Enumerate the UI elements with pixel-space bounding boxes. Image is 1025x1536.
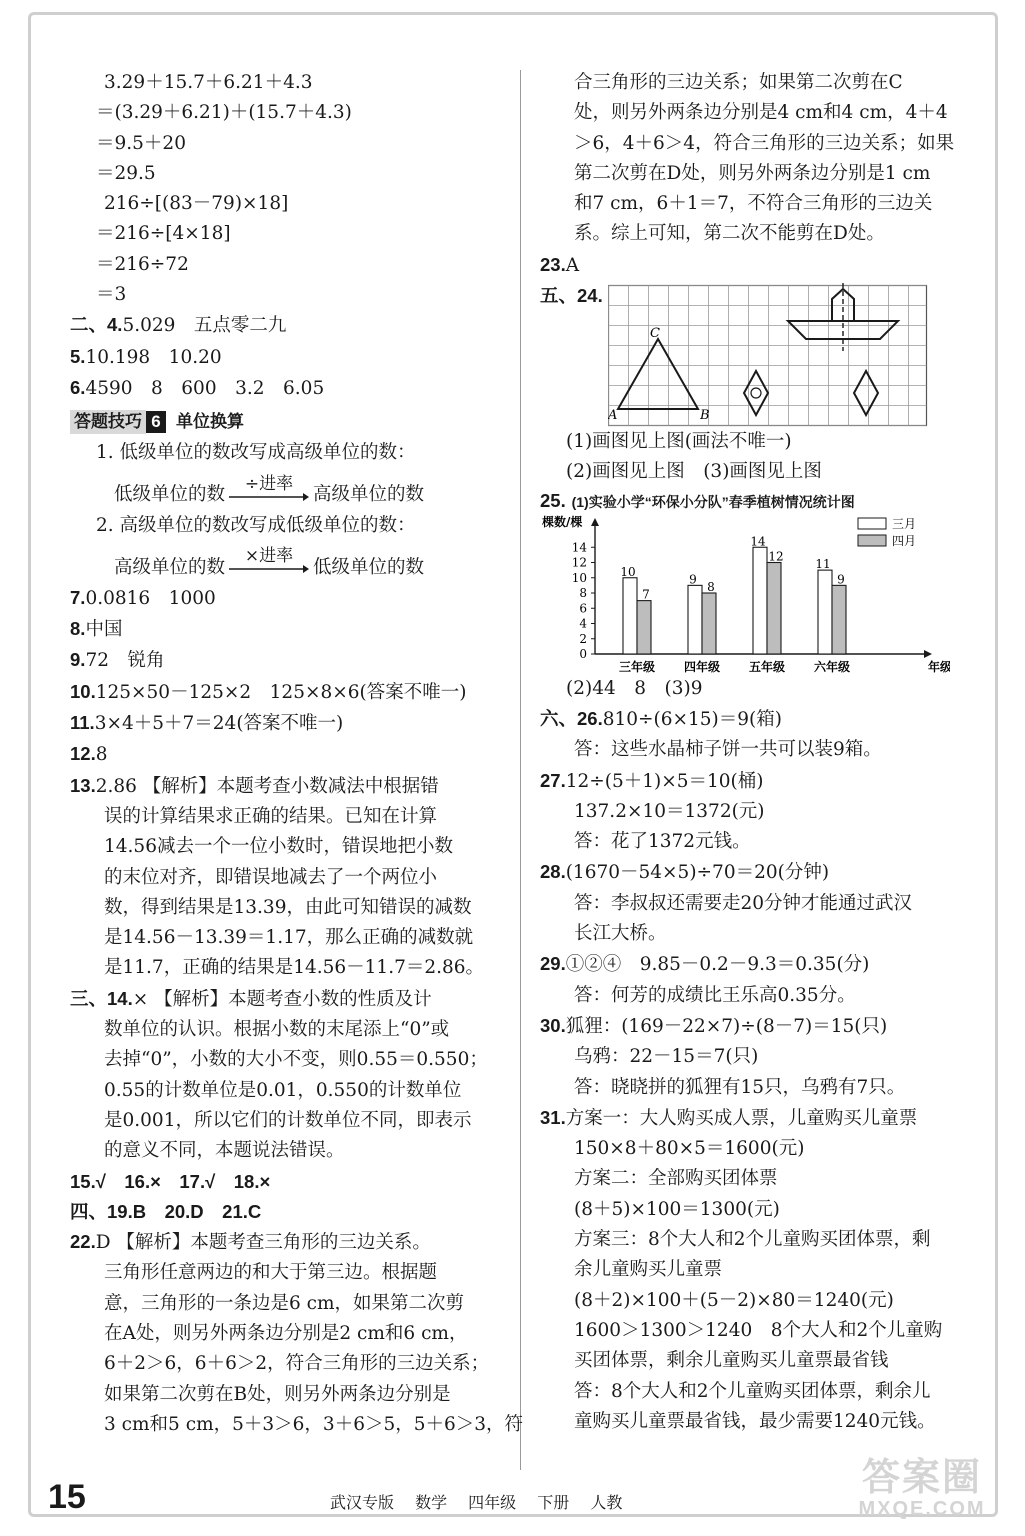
bar xyxy=(832,585,846,654)
analysis-line: 在A处，则另外两条边分别是2 cm和6 cm， xyxy=(104,1322,468,1344)
analysis-line: 误的计算结果求正确的结果。已知在计算 xyxy=(104,805,438,827)
answer-text: 8 xyxy=(95,744,108,766)
x-axis-label: 年级 xyxy=(928,659,950,674)
answer-text: A xyxy=(565,254,580,276)
conversion-from: 低级单位的数 xyxy=(114,484,226,506)
answer-text: 3×4＋5＋7＝24(答案不唯一) xyxy=(94,713,344,735)
answer-text: 方案一：大人购买成人票，儿童购买儿童票 xyxy=(565,1107,918,1129)
answer-line: 方案二：全部购买团体票 xyxy=(574,1168,778,1190)
answer-line: 15.√ 16.× 17.√ 18.× xyxy=(70,1170,271,1192)
conversion-to: 高级单位的数 xyxy=(313,484,425,506)
conversion-operator: ÷进率 xyxy=(244,473,294,494)
question-number: 12. xyxy=(70,743,96,765)
question-number: 28. xyxy=(540,861,566,883)
tip-title: 答题技巧 xyxy=(70,410,146,434)
page-number: 15 xyxy=(48,1478,86,1516)
answer-line xyxy=(70,1227,510,1258)
analysis-line: 14.56减去一个一位小数时，错误地把小数 xyxy=(104,836,453,858)
watermark-line: 答案圈 xyxy=(861,1457,982,1499)
analysis-line: 系。综上可知，第二次不能剪在D处。 xyxy=(574,223,885,245)
grid-border xyxy=(609,286,927,426)
analysis-line: 数单位的认识。根据小数的末尾添上“0”或 xyxy=(104,1019,450,1041)
y-tick-label: 4 xyxy=(579,616,587,631)
analysis-text: 2.86 【解析】本题考查小数减法中根据错 xyxy=(95,775,439,797)
analysis-text: D 【解析】本题考查三角形的三边关系。 xyxy=(95,1232,431,1254)
y-tick-label: 14 xyxy=(571,539,587,554)
answer-line xyxy=(540,766,980,797)
answer-line xyxy=(540,250,980,281)
x-tick-label: 三年级 xyxy=(618,659,656,674)
analysis-line: 意，三角形的一条边是6 cm，如果第二次剪 xyxy=(104,1292,465,1314)
chart-title: (1)实验小学“环保小分队”春季植树情况统计图 xyxy=(571,493,855,510)
bar-value-label: 7 xyxy=(642,587,650,602)
answer-line: (8＋2)×100＋(5－2)×80＝1240(元) xyxy=(574,1289,894,1311)
analysis-line: 的意义不同，本题说法错误。 xyxy=(104,1140,345,1162)
answer-line: 乌鸦：22－15＝7(只) xyxy=(574,1046,759,1068)
bar xyxy=(818,570,832,654)
y-tick-label: 12 xyxy=(571,555,587,570)
answer-line: 150×8＋80×5＝1600(元) xyxy=(574,1138,805,1160)
watermark-line: MXQE.COM xyxy=(858,1498,986,1520)
bar xyxy=(767,562,781,654)
answer-text: (1670－54×5)÷70＝20(分钟) xyxy=(565,862,830,884)
bar-value-label: 9 xyxy=(837,572,845,587)
answer-line xyxy=(540,857,980,888)
analysis-line: ＞6，4＋6＞4，符合三角形的三边关系；如果 xyxy=(574,132,955,154)
y-axis-arrow-icon xyxy=(591,518,599,526)
column-divider xyxy=(520,70,521,1470)
answer-text: 72 锐角 xyxy=(85,650,165,672)
question-number: 31. xyxy=(540,1106,566,1128)
analysis-line: 三角形任意两边的和大于第三边。根据题 xyxy=(104,1262,438,1284)
analysis-line: 去掉“0”，小数的大小不变，则0.55＝0.550； xyxy=(104,1049,488,1071)
y-tick-label: 8 xyxy=(579,585,587,600)
chart-title-line xyxy=(540,488,980,514)
y-tick-label: 10 xyxy=(571,570,587,585)
analysis-line: 3 cm和5 cm，5＋3＞6，3＋6＞5，5＋6＞3，符 xyxy=(104,1413,524,1435)
watermark-logo xyxy=(852,1458,992,1526)
conversion-arrow xyxy=(229,547,309,573)
question-number: 29. xyxy=(540,953,566,975)
answer-line xyxy=(70,373,510,404)
legend-label: 四月 xyxy=(892,533,917,548)
x-axis-arrow-icon xyxy=(924,650,932,658)
calc-line: 3.29＋15.7＋6.21＋4.3 xyxy=(104,72,313,93)
analysis-line: 合三角形的三边关系；如果第二次剪在C xyxy=(574,72,903,93)
answer-text: 中国 xyxy=(85,619,123,641)
answer-line xyxy=(70,342,510,373)
x-tick-label: 六年级 xyxy=(813,659,851,674)
answer-line: 答：晓晓拼的狐狸有15只，乌鸦有7只。 xyxy=(574,1076,906,1098)
answer-line: 1600＞1300＞1240 8个大人和2个儿童购 xyxy=(574,1319,943,1341)
answer-line: 答：这些水晶柿子饼一共可以装9箱。 xyxy=(574,739,882,761)
bar xyxy=(753,547,767,654)
conversion-from: 高级单位的数 xyxy=(114,556,226,578)
question-number: 三、14. xyxy=(70,987,133,1009)
question-number: 5. xyxy=(70,345,86,367)
tip-rule: 2. 高级单位的数改写成低级单位的数： xyxy=(96,514,416,536)
vertex-label-c: C xyxy=(650,326,660,342)
bar-value-label: 8 xyxy=(707,579,715,594)
y-tick-label: 6 xyxy=(579,600,587,615)
left-column xyxy=(70,68,524,1440)
right-column xyxy=(540,68,980,1437)
analysis-line: 数，得到结果是13.39，由此可知错误的减数 xyxy=(104,896,472,918)
answer-line: (2)44 8 (3)9 xyxy=(566,677,703,699)
bar xyxy=(702,593,716,654)
answer-line: 答：8个大人和2个儿童购买团体票，剩余儿 xyxy=(574,1380,931,1402)
calc-line: ＝216÷72 xyxy=(96,253,189,275)
bar-value-label: 14 xyxy=(750,533,766,548)
answer-line xyxy=(70,583,510,614)
conversion-row xyxy=(70,541,510,583)
answer-line: 买团体票，剩余儿童购买儿童票最省钱 xyxy=(574,1350,889,1372)
answer-line: (2)画图见上图 (3)画图见上图 xyxy=(566,461,822,483)
y-axis-label: 棵数/棵 xyxy=(542,514,583,529)
answer-line: (1)画图见上图(画法不唯一) xyxy=(566,431,792,453)
answer-line: 答：花了1372元钱。 xyxy=(574,831,751,853)
analysis-line: 处，则另外两条边分别是4 cm和4 cm，4＋4 xyxy=(574,102,948,124)
calc-line: ＝216÷[4×18] xyxy=(96,223,231,245)
bar-value-label: 12 xyxy=(768,549,784,564)
q24-figure-block xyxy=(540,281,980,427)
bar xyxy=(637,600,651,653)
answer-line xyxy=(70,739,510,770)
answer-text: 0.0816 1000 xyxy=(85,587,216,609)
answer-line: (8＋5)×100＝1300(元) xyxy=(574,1198,780,1220)
answer-line: 答：何芳的成绩比王乐高0.35分。 xyxy=(574,984,856,1006)
analysis-line: 如果第二次剪在B处，则另外两条边分别是 xyxy=(104,1383,451,1405)
x-tick-label: 四年级 xyxy=(683,659,721,674)
tip-header xyxy=(70,410,510,434)
analysis-line: 是11.7，正确的结果是14.56－11.7＝2.86。 xyxy=(104,957,485,979)
question-number: 8. xyxy=(70,618,86,640)
answer-line xyxy=(70,645,510,676)
analysis-line: 的末位对齐，即错误地减去了一个两位小 xyxy=(104,866,438,888)
analysis-line: 是0.001，所以它们的计数单位不同，即表示 xyxy=(104,1109,472,1131)
grid-figure xyxy=(608,281,938,427)
calc-line: ＝3 xyxy=(96,284,127,306)
tip-subtitle: 单位换算 xyxy=(176,412,244,432)
tip-number: 6 xyxy=(146,411,166,433)
answer-line xyxy=(540,1103,980,1134)
bar-value-label: 11 xyxy=(815,556,831,571)
analysis-line: 0.55的计数单位是0.01，0.550的计数单位 xyxy=(104,1079,462,1101)
answer-line xyxy=(70,614,510,645)
analysis-line: 6＋2＞6，6＋6＞2，符合三角形的三边关系； xyxy=(104,1353,490,1375)
bar xyxy=(623,577,637,653)
question-number: 二、4. xyxy=(70,314,123,336)
question-number: 10. xyxy=(70,680,96,702)
calc-line: 216÷[(83－79)×18] xyxy=(104,193,289,215)
tip-rule: 1. 低级单位的数改写成高级单位的数： xyxy=(96,442,416,464)
conversion-row xyxy=(70,469,510,511)
answer-line xyxy=(540,1011,980,1042)
vertex-label-a: A xyxy=(608,408,618,424)
analysis-line: 和7 cm，6＋1＝7，不符合三角形的三边关 xyxy=(574,193,933,215)
analysis-text: × 【解析】本题考查小数的性质及计 xyxy=(132,988,432,1010)
answer-text: 125×50－125×2 125×8×6(答案不唯一) xyxy=(95,681,467,703)
conversion-to: 低级单位的数 xyxy=(313,556,425,578)
answer-line xyxy=(70,310,510,341)
calc-line: ＝(3.29＋6.21)＋(15.7＋4.3) xyxy=(96,102,352,124)
answer-text: 狐狸：(169－22×7)÷(8－7)＝15(只) xyxy=(565,1015,888,1037)
answer-line: 137.2×10＝1372(元) xyxy=(574,800,765,822)
answer-line: 童购买儿童票最省钱，最少需要1240元钱。 xyxy=(574,1410,936,1432)
answer-text: 810÷(6×15)＝9(箱) xyxy=(602,708,782,730)
bar xyxy=(688,585,702,654)
conversion-operator: ×进率 xyxy=(244,545,294,566)
answer-line xyxy=(70,771,510,802)
bar-value-label: 10 xyxy=(620,564,636,579)
question-number: 五、24. xyxy=(540,285,603,307)
answer-line: 答：李叔叔还需要走20分钟才能通过武汉 xyxy=(574,892,913,914)
arrow-icon xyxy=(229,565,309,573)
legend-label: 三月 xyxy=(892,516,917,531)
answer-line: 长江大桥。 xyxy=(574,923,667,945)
question-number: 23. xyxy=(540,253,566,275)
answer-line xyxy=(540,949,980,980)
answer-line: 方案三：8个大人和2个儿童购买团体票，剩 xyxy=(574,1229,931,1251)
answer-line xyxy=(70,984,510,1015)
analysis-line: 第二次剪在D处，则另外两条边分别是1 cm xyxy=(574,162,931,184)
bar-value-label: 9 xyxy=(689,572,697,587)
calc-line: ＝29.5 xyxy=(96,162,156,184)
answer-line: 四、19.B 20.D 21.C xyxy=(70,1200,262,1222)
x-tick-label: 五年级 xyxy=(748,659,786,674)
conversion-arrow xyxy=(229,475,309,501)
question-number: 30. xyxy=(540,1014,566,1036)
y-tick-label: 2 xyxy=(579,631,587,646)
answer-text: 4590 8 600 3.2 6.05 xyxy=(85,377,325,399)
answer-text: 12÷(5＋1)×5＝10(桶) xyxy=(565,770,764,792)
question-number: 22. xyxy=(70,1231,96,1253)
question-number: 7. xyxy=(70,586,86,608)
question-number: 11. xyxy=(70,712,95,734)
question-number: 27. xyxy=(540,769,566,791)
answer-text: ①②④ 9.85－0.2－9.3＝0.35(分) xyxy=(565,954,870,976)
arrow-icon xyxy=(229,493,309,501)
question-number: 六、26. xyxy=(540,707,603,729)
answer-text: 10.198 10.20 xyxy=(85,346,222,368)
question-number: 13. xyxy=(70,774,96,796)
answer-line xyxy=(70,677,510,708)
legend-swatch xyxy=(858,535,886,546)
question-number: 25. xyxy=(540,489,566,511)
answer-line xyxy=(540,704,980,735)
bar-chart xyxy=(540,514,950,674)
answer-line: 余儿童购买儿童票 xyxy=(574,1259,723,1281)
answer-text: 5.029 五点零二九 xyxy=(122,315,287,337)
question-number: 9. xyxy=(70,649,86,671)
chart-block xyxy=(540,514,980,674)
y-tick-label: 0 xyxy=(579,646,587,661)
footer-text: 武汉专版 数学 四年级 下册 人教 xyxy=(330,1493,623,1512)
calc-line: ＝9.5＋20 xyxy=(96,132,186,154)
legend-swatch xyxy=(858,518,886,529)
answer-line xyxy=(70,708,510,739)
analysis-line: 是14.56－13.39＝1.17，那么正确的减数就 xyxy=(104,927,474,949)
question-number: 6. xyxy=(70,376,86,398)
vertex-label-b: B xyxy=(700,408,710,424)
